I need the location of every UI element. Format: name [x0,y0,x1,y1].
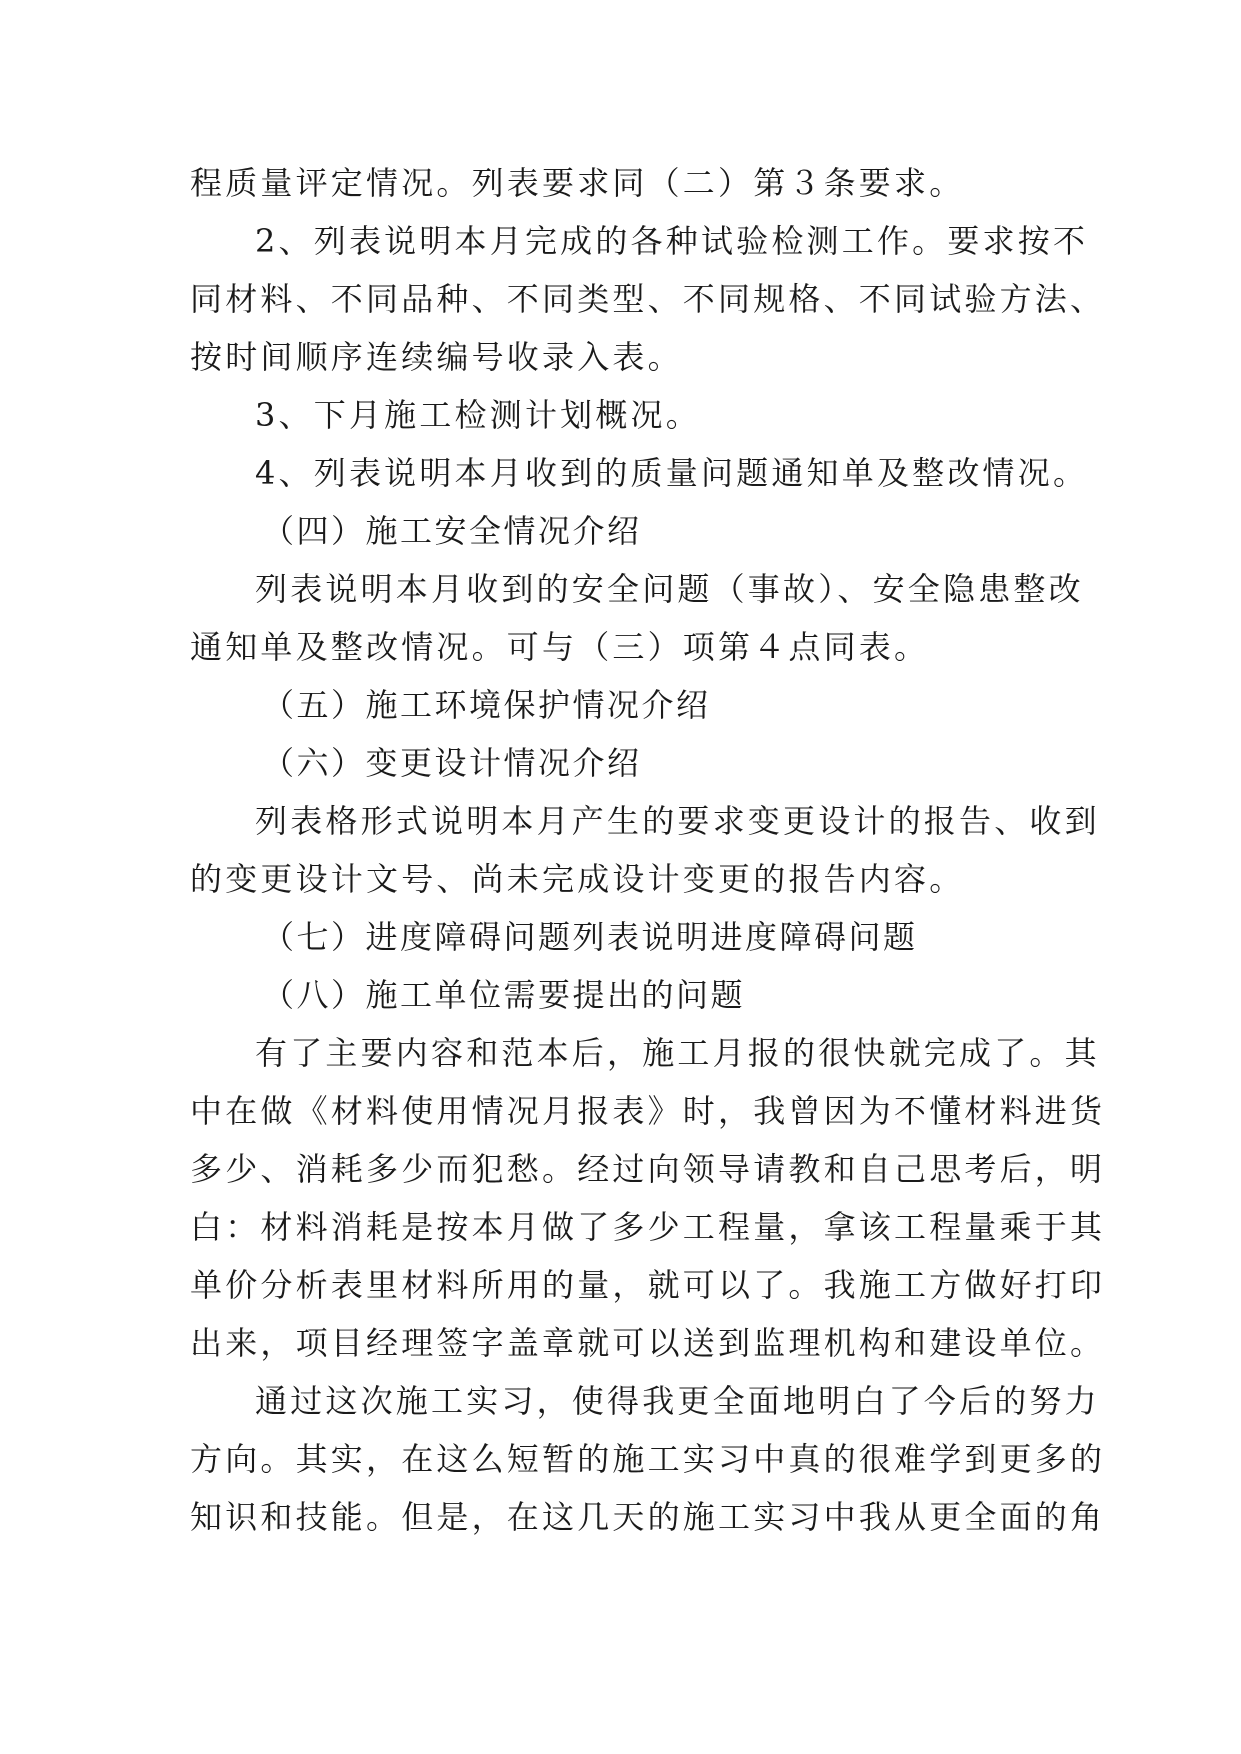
section-heading: （七）进度障碍问题列表说明进度障碍问题 [262,918,918,956]
text-line: 通过这次施工实习，使得我更全面地明白了今后的努力 [255,1382,1100,1420]
text-line: 中在做《材料使用情况月报表》时，我曾因为不懂材料进货 [190,1092,1106,1130]
text-line: 单价分析表里材料所用的量，就可以了。我施工方做好打印 [190,1266,1106,1304]
text-line: 程质量评定情况。列表要求同（二）第３条要求。 [190,164,965,202]
text-line: 4、列表说明本月收到的质量问题通知单及整改情况。 [255,454,1089,492]
text-line: 同材料、不同品种、不同类型、不同规格、不同试验方法、 [190,280,1106,318]
text-line: 列表格形式说明本月产生的要求变更设计的报告、收到 [255,802,1100,840]
text-line: 列表说明本月收到的安全问题（事故）、安全隐患整改 [255,570,1084,608]
text-line: 知识和技能。但是，在这几天的施工实习中我从更全面的角 [190,1498,1106,1536]
section-heading: （八）施工单位需要提出的问题 [262,976,746,1014]
section-heading: （六）变更设计情况介绍 [262,744,642,782]
text-line: 方向。其实，在这么短暂的施工实习中真的很难学到更多的 [190,1440,1106,1478]
text-line: 出来，项目经理签字盖章就可以送到监理机构和建设单位。 [190,1324,1106,1362]
text-line: 的变更设计文号、尚未完成设计变更的报告内容。 [190,860,965,898]
section-heading: （四）施工安全情况介绍 [262,512,642,550]
text-line: 按时间顺序连续编号收录入表。 [190,338,683,376]
text-line: 白：材料消耗是按本月做了多少工程量，拿该工程量乘于其 [190,1208,1106,1246]
text-line: 有了主要内容和范本后，施工月报的很快就完成了。其 [255,1034,1100,1072]
text-line: 2、列表说明本月完成的各种试验检测工作。要求按不 [255,222,1089,260]
text-line: 3、下月施工检测计划概况。 [255,396,701,434]
text-line: 通知单及整改情况。可与（三）项第４点同表。 [190,628,930,666]
text-line: 多少、消耗多少而犯愁。经过向领导请教和自己思考后，明 [190,1150,1106,1188]
section-heading: （五）施工环境保护情况介绍 [262,686,711,724]
